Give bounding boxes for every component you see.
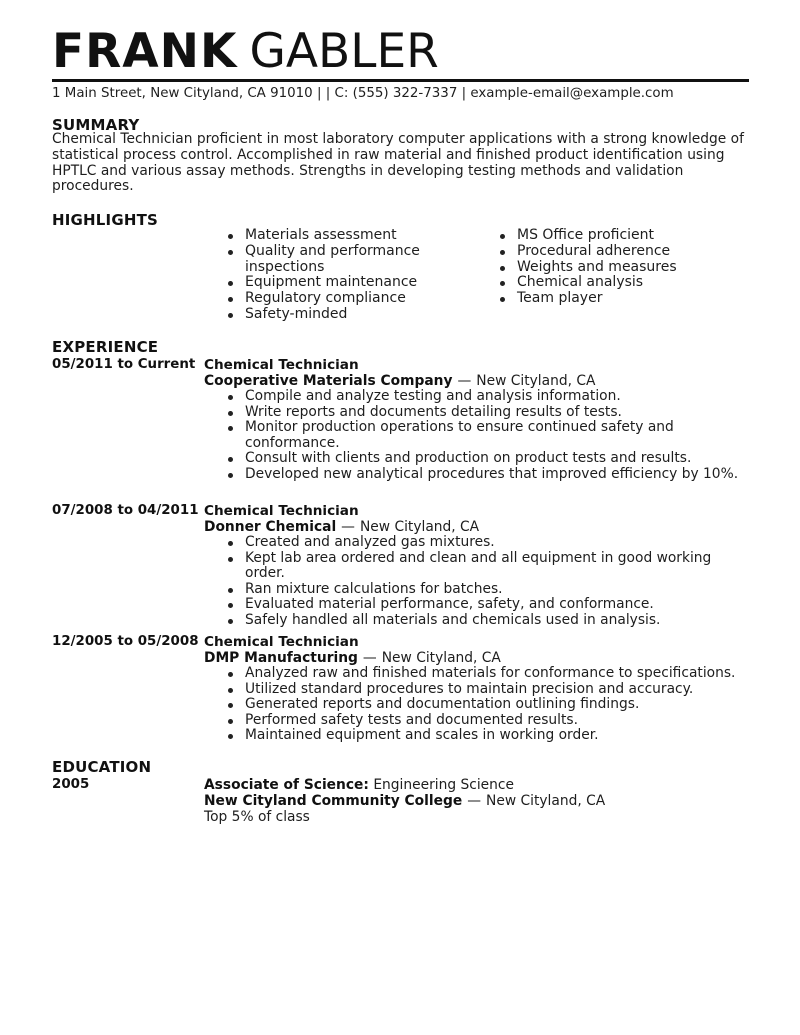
summary-text: Chemical Technician proficient in most laboratory computer applications with a strong knowledge of statistical process control. Accomplished in raw material and finished product identification using HPTLC and various assay methods. Strengths in developing testing methods and validation procedures.: [52, 131, 744, 195]
job-title: Chemical Technician: [204, 634, 359, 650]
company-name: Donner Chemical: [204, 519, 337, 535]
field-of-study: Engineering Science: [373, 777, 514, 793]
bullet-icon: [500, 250, 505, 255]
school-line: [204, 793, 752, 809]
bullet-icon: [228, 703, 233, 708]
duty-item: Analyzed raw and finished materials for conformance to specifications.: [245, 666, 755, 682]
bullet-icon: [228, 411, 233, 416]
job-duties: [245, 666, 755, 744]
education-year: 2005: [52, 777, 90, 792]
job-title: Chemical Technician: [204, 503, 359, 519]
last-name: GABLER: [249, 24, 439, 79]
duty-item: Performed safety tests and documented results.: [245, 713, 755, 729]
duty-item: Kept lab area ordered and clean and all equipment in good working order.: [245, 551, 755, 582]
highlights-heading: HIGHLIGHTS: [52, 211, 159, 229]
education-heading: EDUCATION: [52, 758, 152, 776]
bullet-icon: [228, 457, 233, 462]
school-location: New Cityland, CA: [486, 793, 606, 809]
bullet-icon: [500, 266, 505, 271]
experience-heading: EXPERIENCE: [52, 338, 159, 356]
job-dates: 12/2005 to 05/2008: [52, 634, 199, 649]
job-location: New Cityland, CA: [359, 519, 480, 535]
candidate-name: [52, 26, 439, 78]
duty-item: Generated reports and documentation outlining findings.: [245, 697, 755, 713]
bullet-icon: [228, 588, 233, 593]
company-line: [204, 373, 752, 389]
highlight-item: Chemical analysis: [517, 275, 747, 291]
contact-info: 1 Main Street, New Cityland, CA 91010 | | C: (555) 322-7337 | example-email@example.com: [52, 86, 674, 101]
company-line: [204, 519, 752, 535]
duty-item: Write reports and documents detailing results of tests.: [245, 405, 755, 421]
bullet-icon: [228, 426, 233, 431]
bullet-icon: [228, 557, 233, 562]
duty-item: Utilized standard procedures to maintain precision and accuracy.: [245, 682, 755, 698]
duty-item: Evaluated material performance, safety, and conformance.: [245, 597, 755, 613]
duty-item: Developed new analytical procedures that improved efficiency by 10%.: [245, 467, 755, 483]
highlight-item: Team player: [517, 291, 747, 307]
bullet-icon: [228, 734, 233, 739]
highlight-item: Regulatory compliance: [245, 291, 445, 307]
company-line: [204, 650, 752, 666]
separator: —: [341, 519, 355, 535]
job-dates: 07/2008 to 04/2011: [52, 503, 199, 518]
summary-heading: SUMMARY: [52, 116, 140, 134]
degree: Associate of Science:: [204, 777, 369, 793]
highlight-item: Materials assessment: [245, 228, 445, 244]
highlight-item: Safety-minded: [245, 307, 445, 323]
job-duties: [245, 535, 755, 629]
bullet-icon: [228, 234, 233, 239]
bullet-icon: [228, 313, 233, 318]
company-name: DMP Manufacturing: [204, 650, 358, 666]
duty-item: Maintained equipment and scales in working order.: [245, 728, 755, 744]
bullet-icon: [500, 297, 505, 302]
job-location: New Cityland, CA: [381, 650, 501, 666]
duty-item: Safely handled all materials and chemicals used in analysis.: [245, 613, 755, 629]
header-divider: [52, 79, 749, 82]
duty-item: Compile and analyze testing and analysis information.: [245, 389, 755, 405]
highlight-item: Quality and performance inspections: [245, 244, 445, 276]
highlights-right-list: [517, 228, 747, 307]
job-title: Chemical Technician: [204, 357, 359, 373]
bullet-icon: [228, 541, 233, 546]
bullet-icon: [228, 619, 233, 624]
job-duties: [245, 389, 755, 483]
separator: —: [467, 793, 482, 809]
duty-item: Created and analyzed gas mixtures.: [245, 535, 755, 551]
education-note: Top 5% of class: [204, 809, 310, 825]
bullet-icon: [228, 473, 233, 478]
separator: —: [362, 650, 377, 666]
company-name: Cooperative Materials Company: [204, 373, 453, 389]
highlight-item: Weights and measures: [517, 260, 747, 276]
bullet-icon: [228, 281, 233, 286]
bullet-icon: [228, 719, 233, 724]
duty-item: Ran mixture calculations for batches.: [245, 582, 755, 598]
bullet-icon: [500, 234, 505, 239]
bullet-icon: [228, 672, 233, 677]
highlights-left-list: [245, 228, 445, 323]
school-name: New Cityland Community College: [204, 793, 463, 809]
bullet-icon: [500, 281, 505, 286]
bullet-icon: [228, 297, 233, 302]
job-dates: 05/2011 to Current: [52, 357, 196, 372]
bullet-icon: [228, 603, 233, 608]
bullet-icon: [228, 250, 233, 255]
highlight-item: Equipment maintenance: [245, 275, 445, 291]
job-location: New Cityland, CA: [476, 373, 596, 389]
highlight-item: Procedural adherence: [517, 244, 747, 260]
duty-item: Consult with clients and production on product tests and results.: [245, 451, 755, 467]
bullet-icon: [228, 688, 233, 693]
duty-item: Monitor production operations to ensure continued safety and conformance.: [245, 420, 755, 451]
bullet-icon: [228, 395, 233, 400]
highlight-item: MS Office proficient: [517, 228, 747, 244]
separator: —: [457, 373, 472, 389]
degree-line: [204, 777, 752, 793]
first-name: FRANK: [52, 24, 238, 79]
